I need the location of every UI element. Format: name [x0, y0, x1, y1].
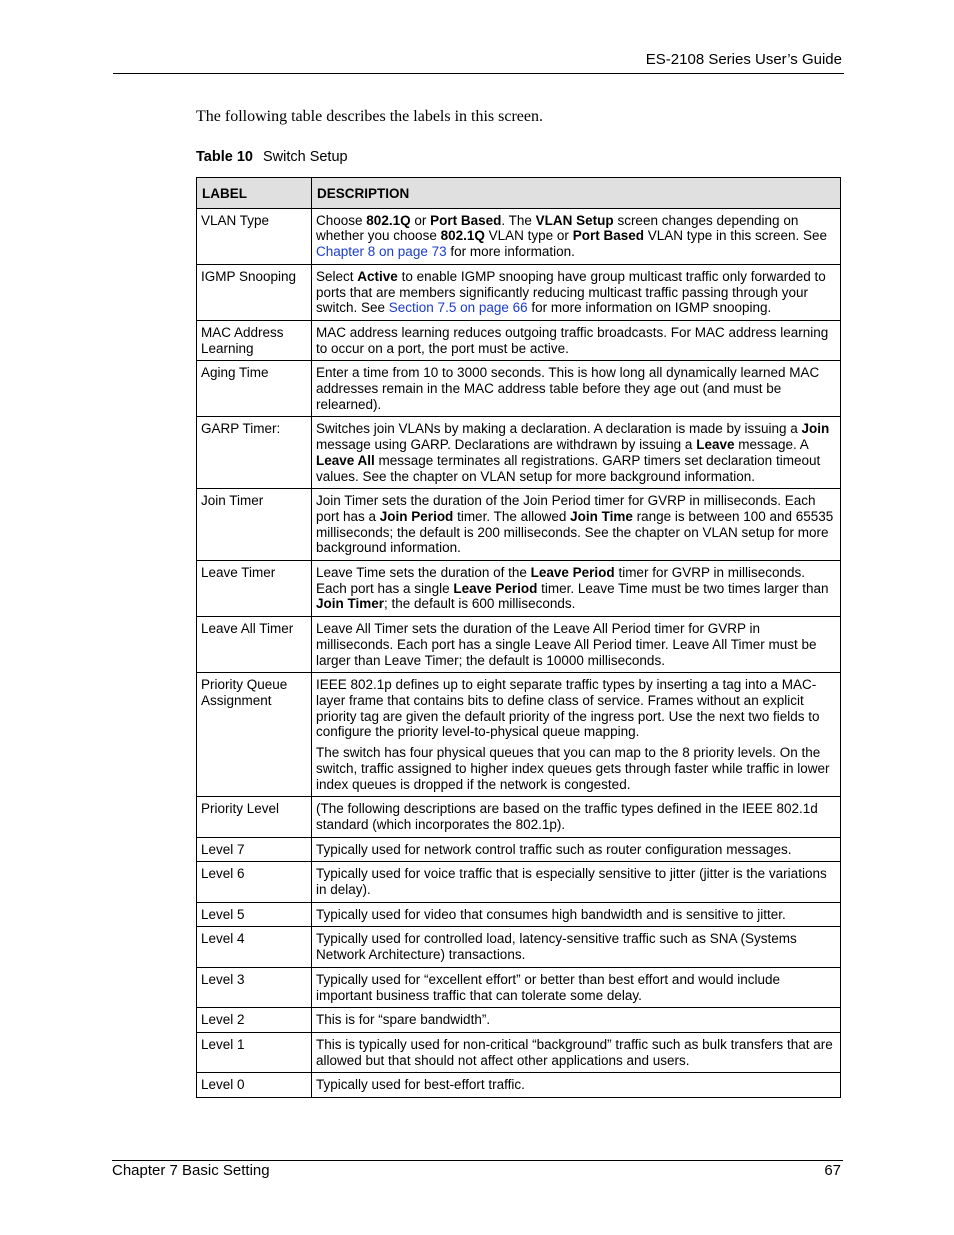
description-paragraph: [316, 325, 836, 356]
cross-reference-link[interactable]: Chapter 8 on page 73: [316, 244, 447, 260]
text-segment: . The: [501, 212, 536, 228]
table-row: [197, 1008, 841, 1033]
bold-term: Port Based: [572, 228, 644, 244]
row-description: [312, 617, 841, 673]
description-paragraph: [316, 801, 836, 832]
text-segment: MAC address learning reduces outgoing traffic broadcasts. For MAC address learning to occur on a port, the port must be active.: [316, 324, 829, 356]
description-paragraph: [316, 842, 836, 858]
text-segment: This is typically used for non-critical “background” traffic such as bulk transfers that are allowed but that should not affect other applications and users.: [316, 1036, 833, 1068]
bold-term: Join Timer: [316, 596, 385, 612]
description-paragraph: [316, 866, 836, 897]
text-segment: Select: [316, 268, 358, 284]
row-description: [312, 1008, 841, 1033]
table-row: [197, 561, 841, 617]
description-paragraph: [316, 493, 836, 556]
footer-page-number: 67: [824, 1162, 841, 1179]
row-label: Priority Level: [197, 797, 312, 837]
row-description: [312, 1073, 841, 1098]
table-row: [197, 967, 841, 1007]
bold-term: Leave: [696, 437, 735, 453]
footer-chapter: Chapter 7 Basic Setting: [112, 1162, 270, 1179]
table-row: [197, 489, 841, 561]
description-paragraph: [316, 907, 836, 923]
running-header-title: ES-2108 Series User’s Guide: [645, 51, 842, 68]
text-segment: screen changes depending on whether you choose: [316, 212, 799, 244]
description-paragraph: [316, 931, 836, 962]
row-description: [312, 673, 841, 797]
table-row: [197, 208, 841, 264]
row-label: Level 7: [197, 837, 312, 862]
text-segment: (The following descriptions are based on the traffic types defined in the IEEE 802.1d standard (which incorporates the 802.1p).: [316, 801, 818, 832]
description-paragraph: [316, 972, 836, 1003]
row-label: Aging Time: [197, 361, 312, 417]
bold-term: Active: [357, 268, 398, 284]
text-segment: Join Timer sets the duration of the Join Period timer for GVRP in milliseconds. Each port has a: [316, 493, 816, 524]
row-label: Level 1: [197, 1032, 312, 1072]
description-paragraph: [316, 213, 836, 260]
bold-term: Leave Period: [530, 565, 615, 581]
row-description: [312, 902, 841, 927]
row-description: [312, 361, 841, 417]
row-label: Leave All Timer: [197, 617, 312, 673]
table-row: [197, 320, 841, 360]
row-label: Leave Timer: [197, 561, 312, 617]
bold-term: 802.1Q: [366, 212, 411, 228]
text-segment: Typically used for video that consumes high bandwidth and is sensitive to jitter.: [316, 906, 786, 922]
header-rule: [113, 73, 844, 74]
row-label: GARP Timer:: [197, 417, 312, 489]
text-segment: for more information.: [446, 244, 575, 260]
row-label: Priority Queue Assignment: [197, 673, 312, 797]
description-paragraph: [316, 677, 836, 740]
text-segment: timer. The allowed: [453, 508, 571, 524]
row-description: [312, 417, 841, 489]
table-row: [197, 1032, 841, 1072]
text-segment: timer. Leave Time must be two times larger than: [537, 580, 829, 596]
table-row: [197, 862, 841, 902]
text-segment: VLAN type or: [484, 228, 573, 244]
description-paragraph: [316, 621, 836, 668]
table-row: [197, 264, 841, 320]
intro-text: The following table describes the labels in this screen.: [196, 108, 544, 125]
bold-term: VLAN Setup: [535, 212, 614, 228]
description-paragraph: [316, 1037, 836, 1068]
description-paragraph: [316, 1012, 836, 1028]
table-row: [197, 797, 841, 837]
text-segment: Typically used for voice traffic that is especially sensitive to jitter (jitter is the variations in delay).: [316, 866, 827, 898]
table-row: [197, 361, 841, 417]
text-segment: to enable IGMP snooping have group multicast traffic only forwarded to ports that are members significantly reducing multicast traffic passing through your switch. See: [316, 268, 826, 316]
description-paragraph: [316, 269, 836, 316]
text-segment: message. A: [734, 437, 809, 453]
table-caption-title: Switch Setup: [262, 149, 348, 165]
row-description: [312, 561, 841, 617]
text-segment: range is between 100 and 65535 milliseconds; the default is 200 milliseconds. See the chapter on VLAN setup for more background information.: [316, 508, 834, 556]
row-label: MAC Address Learning: [197, 320, 312, 360]
text-segment: Typically used for “excellent effort” or better than best effort and would include important business traffic that can tolerate some delay.: [316, 971, 781, 1003]
text-segment: Typically used for controlled load, latency-sensitive traffic such as SNA (Systems Network Architecture) transactions.: [316, 931, 797, 963]
description-paragraph: [316, 565, 836, 612]
cross-reference-link[interactable]: Section 7.5 on page 66: [388, 300, 528, 316]
text-segment: Enter a time from 10 to 3000 seconds. This is how long all dynamically learned MAC addresses remain in the MAC address table before they age out (and must be relearned).: [316, 365, 820, 412]
text-segment: ; the default is 600 milliseconds.: [384, 596, 576, 612]
text-segment: Choose: [316, 212, 367, 228]
row-description: [312, 208, 841, 264]
table-row: [197, 417, 841, 489]
text-segment: or: [410, 212, 431, 228]
text-segment: Leave Time sets the duration of the: [316, 565, 531, 581]
text-segment: Switches join VLANs by making a declaration. A declaration is made by issuing a: [316, 421, 802, 437]
row-label: Level 3: [197, 967, 312, 1007]
text-segment: IEEE 802.1p defines up to eight separate traffic types by inserting a tag into a MAC-layer frame that contains bits to define class of service. Frames without an explicit priority tag are given the default priority of the ingress port. Use the next two fields to configure the priority level-to-physical queue mapping.: [316, 677, 820, 740]
description-paragraph: [316, 365, 836, 412]
row-label: IGMP Snooping: [197, 264, 312, 320]
row-description: [312, 797, 841, 837]
column-header-description: DESCRIPTION: [312, 178, 841, 209]
table-row: [197, 927, 841, 967]
description-paragraph: [316, 421, 836, 484]
row-label: Level 5: [197, 902, 312, 927]
row-label: Level 4: [197, 927, 312, 967]
text-segment: message terminates all registrations. GARP timers set declaration timeout values. See the chapter on VLAN setup for more background information.: [316, 452, 821, 484]
row-description: [312, 489, 841, 561]
text-segment: This is for “spare bandwidth”.: [316, 1012, 491, 1028]
column-header-label: LABEL: [197, 178, 312, 209]
bold-term: Port Based: [430, 212, 502, 228]
row-description: [312, 927, 841, 967]
row-label: Level 0: [197, 1073, 312, 1098]
description-paragraph: [316, 1077, 836, 1093]
row-description: [312, 320, 841, 360]
bold-term: Join: [801, 421, 830, 437]
table-row: [197, 837, 841, 862]
row-description: [312, 264, 841, 320]
text-segment: Typically used for best-effort traffic.: [316, 1077, 525, 1093]
bold-term: Join Time: [570, 508, 633, 524]
text-segment: VLAN type in this screen. See: [643, 228, 828, 244]
bold-term: 802.1Q: [440, 228, 485, 244]
text-segment: Leave All Timer sets the duration of the Leave All Period timer for GVRP in milliseconds. Each port has a single Leave All Period timer. Leave All Timer must be larger than Leave Timer; the default is 10000 milliseconds.: [316, 621, 817, 668]
text-segment: message using GARP. Declarations are withdrawn by issuing a: [316, 437, 697, 453]
row-label: VLAN Type: [197, 208, 312, 264]
switch-setup-table: [196, 177, 841, 1098]
table-caption: [196, 149, 348, 165]
row-description: [312, 1032, 841, 1072]
table-caption-number: Table 10: [196, 149, 253, 165]
bold-term: Leave All: [316, 452, 375, 468]
row-description: [312, 862, 841, 902]
text-segment: timer for GVRP in milliseconds. Each port has a single: [316, 565, 805, 596]
row-label: Level 2: [197, 1008, 312, 1033]
row-label: Level 6: [197, 862, 312, 902]
table-body: [197, 208, 841, 1097]
footer-rule: [112, 1160, 843, 1161]
text-segment: The switch has four physical queues that you can map to the 8 priority levels. On the switch, traffic assigned to higher index queues gets through faster while traffic in lower index queues is dropped if the network is congested.: [316, 745, 830, 792]
bold-term: Leave Period: [453, 580, 538, 596]
text-segment: for more information on IGMP snooping.: [527, 300, 772, 316]
row-description: [312, 837, 841, 862]
table-row: [197, 1073, 841, 1098]
table-row: [197, 902, 841, 927]
table-row: [197, 673, 841, 797]
row-label: Join Timer: [197, 489, 312, 561]
table-row: [197, 617, 841, 673]
bold-term: Join Period: [379, 508, 454, 524]
row-description: [312, 967, 841, 1007]
text-segment: Typically used for network control traffic such as router configuration messages.: [316, 841, 792, 857]
description-paragraph: [316, 745, 836, 792]
table-header-row: [197, 178, 841, 209]
